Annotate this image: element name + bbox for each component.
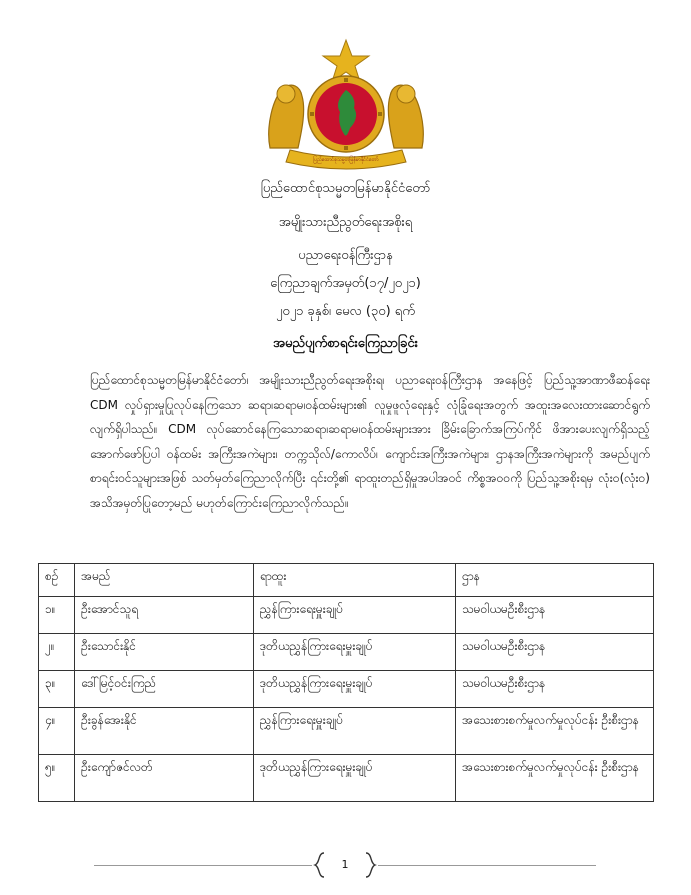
header-name: အမည်: [75, 564, 254, 597]
row-department: သမဝါယမဦးစီးဌာန: [456, 634, 654, 671]
row-name: ဦးအောင်သူရ: [75, 597, 254, 634]
table-row: [39, 708, 654, 755]
announcement-date: ၂၀၂၁ ခုနှစ်၊ မေလ (၃၀) ရက်: [276, 304, 415, 319]
row-position: ညွှန်ကြားရေးမှူးချုပ်: [253, 708, 455, 755]
row-no: ၄။: [39, 708, 75, 755]
row-no: ၃။: [39, 671, 75, 708]
document-title: အမည်ပျက်စာရင်းကြေညာခြင်း: [273, 336, 418, 351]
page-number: [312, 850, 378, 880]
row-name: ဦးခွန်အေးနိုင်: [75, 708, 254, 755]
ministry-name: ပညာရေးဝန်ကြီးဌာန: [298, 248, 393, 263]
table-row: [39, 671, 654, 708]
blacklist-table: [38, 563, 654, 802]
row-position: ဒုတိယညွှန်ကြားရေးမှူးချုပ်: [253, 634, 455, 671]
announcement-number: ကြေညာချက်အမှတ်(၁၇/၂၀၂၁): [270, 276, 421, 291]
table-row: [39, 597, 654, 634]
header-department: ဌာန: [456, 564, 654, 597]
table-header-row: [39, 564, 654, 597]
row-department: အသေးစားစက်မှုလက်မှုလုပ်ငန်း ဦးစီးဌာန: [456, 755, 654, 802]
government-name: အမျိုးသားညီညွတ်ရေးအစိုးရ: [278, 215, 413, 230]
row-department: သမဝါယမဦးစီးဌာန: [456, 671, 654, 708]
row-name: ဒေါ်မြင့်ဝင်းကြည်: [75, 671, 254, 708]
svg-text:ပြည်ထောင်စုသမ္မတမြန်မာနိုင်ငံတ: ပြည်ထောင်စုသမ္မတမြန်မာနိုင်ငံတော်: [313, 157, 379, 163]
announcement-body: ပြည်ထောင်စုသမ္မတမြန်မာနိုင်ငံတော်၊ အမျိုးသားညီညွတ်ရေးအစိုးရ၊ ပညာရေးဝန်ကြီးဌာန အနေဖြင့် ပြည်သူ့အာဏာဖီဆန်ရေး CDM လှုပ်ရှားမှုပြုလုပ်နေကြသော ဆရာ၊ဆရာမ၊ဝန်ထမ်းများ၏ လူမှုဖူလုံရေးနှင့် လုံခြုံရေးအတွက် အထူးအလေးထားဆောင်ရွက်လျက်ရှိပါသည်။ CDM လုပ်ဆောင်နေကြသောဆရာ၊ဆရာမ၊ဝန်ထမ်းများအား ခြိမ်းခြောက်အကြပ်ကိုင် ဖိအားပေးလျက်ရှိသည့် အောက်ဖော်ပြပါ ဝန်ထမ်း အကြီးအကဲများ၊ တက္ကသိုလ်/ကောလိပ်၊ ကျောင်းအကြီးအကဲများ၊ ဌာနအကြီးအကဲများကို အမည်ပျက် စာရင်းဝင်သူများအဖြစ် သတ်မှတ်ကြေညာလိုက်ပြီး ၎င်းတို့၏ ရာထူးတည်ရှိမှုအပါအဝင် ကိစ္စအဝဝကို ပြည်သူ့အစိုးရမှ လုံး၀(လုံး၀) အသိအမှတ်ပြုတော့မည် မဟုတ်ကြောင်းကြေညာလိုက်သည်။: [90, 373, 650, 510]
row-name: ဦးကျော်ဇင်လတ်: [75, 755, 254, 802]
footer-rule-right: [378, 865, 596, 866]
state-emblem-icon: [262, 38, 430, 170]
row-name: ဦးသောင်းနိုင်: [75, 634, 254, 671]
header-no: စဉ်: [39, 564, 75, 597]
page-number-text: 1: [341, 858, 349, 871]
table-row: [39, 634, 654, 671]
header-position: ရာထူး: [253, 564, 455, 597]
footer-rule-left: [94, 865, 312, 866]
row-no: ၂။: [39, 634, 75, 671]
row-department: အသေးစားစက်မှုလက်မှုလုပ်ငန်း ဦးစီးဌာန: [456, 708, 654, 755]
row-department: သမဝါယမဦးစီးဌာန: [456, 597, 654, 634]
row-position: ဒုတိယညွှန်ကြားရေးမှူးချုပ်: [253, 671, 455, 708]
country-name: ပြည်ထောင်စုသမ္မတမြန်မာနိုင်ငံတော်: [260, 181, 431, 196]
row-no: ၁။: [39, 597, 75, 634]
table-row: [39, 755, 654, 802]
row-position: ဒုတိယညွှန်ကြားရေးမှူးချုပ်: [253, 755, 455, 802]
row-position: ညွှန်ကြားရေးမှူးချုပ်: [253, 597, 455, 634]
row-no: ၅။: [39, 755, 75, 802]
